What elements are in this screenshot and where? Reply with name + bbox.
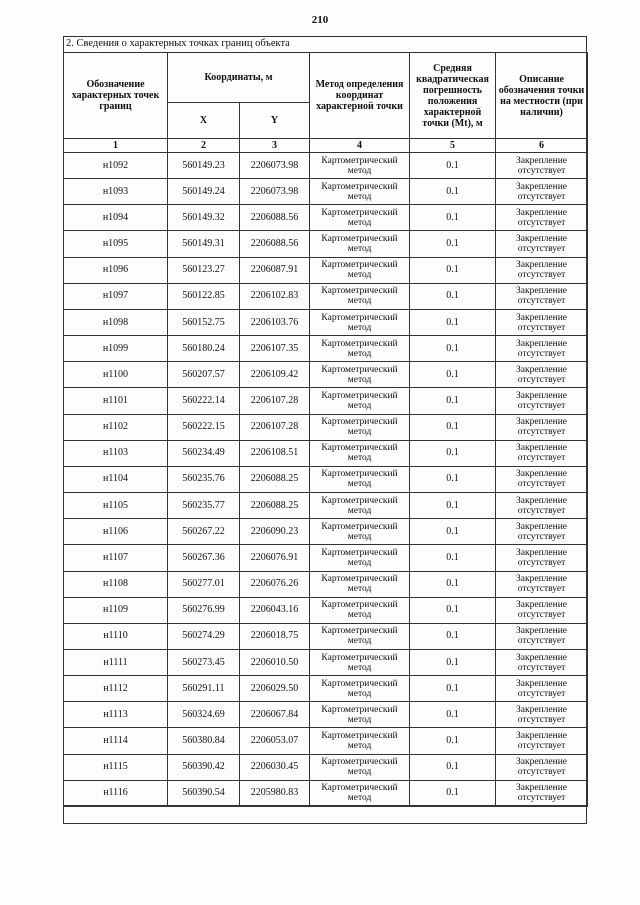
- coordinate-y-cell: 2206102.83: [240, 283, 310, 309]
- description-cell: Закрепление отсутствует: [496, 702, 588, 728]
- coordinate-x-cell: 560274.29: [168, 623, 240, 649]
- description-cell: Закрепление отсутствует: [496, 153, 588, 179]
- error-cell: 0.1: [410, 231, 496, 257]
- coordinate-y-cell: 2206053.07: [240, 728, 310, 754]
- coordinate-y-cell: 2206108.51: [240, 440, 310, 466]
- method-cell: Картометрический метод: [310, 414, 410, 440]
- table-body: [64, 153, 588, 807]
- table-row: [64, 649, 588, 675]
- description-cell: Закрепление отсутствует: [496, 440, 588, 466]
- point-designation-cell: н1110: [64, 623, 168, 649]
- column-number: 5: [410, 139, 496, 153]
- error-cell: 0.1: [410, 283, 496, 309]
- coordinate-y-cell: 2206088.25: [240, 466, 310, 492]
- method-cell: Картометрический метод: [310, 597, 410, 623]
- header-method: Метод определения координат характерной точки: [310, 53, 410, 139]
- table-row: [64, 623, 588, 649]
- point-designation-cell: н1102: [64, 414, 168, 440]
- coordinate-y-cell: 2206088.25: [240, 493, 310, 519]
- header-x: X: [168, 103, 240, 139]
- error-cell: 0.1: [410, 571, 496, 597]
- coordinate-x-cell: 560267.22: [168, 519, 240, 545]
- coordinate-x-cell: 560222.14: [168, 388, 240, 414]
- error-cell: 0.1: [410, 257, 496, 283]
- error-cell: 0.1: [410, 414, 496, 440]
- coordinate-x-cell: 560149.31: [168, 231, 240, 257]
- method-cell: Картометрический метод: [310, 545, 410, 571]
- coordinate-y-cell: 2206088.56: [240, 205, 310, 231]
- method-cell: Картометрический метод: [310, 336, 410, 362]
- error-cell: 0.1: [410, 440, 496, 466]
- column-number: 4: [310, 139, 410, 153]
- error-cell: 0.1: [410, 597, 496, 623]
- method-cell: Картометрический метод: [310, 440, 410, 466]
- header-y: Y: [240, 103, 310, 139]
- coordinate-x-cell: 560122.85: [168, 283, 240, 309]
- coordinate-x-cell: 560291.11: [168, 676, 240, 702]
- coordinate-x-cell: 560180.24: [168, 336, 240, 362]
- method-cell: Картометрический метод: [310, 519, 410, 545]
- column-number: 1: [64, 139, 168, 153]
- coordinate-y-cell: 2206090.23: [240, 519, 310, 545]
- point-designation-cell: н1107: [64, 545, 168, 571]
- coordinate-y-cell: 2206030.45: [240, 754, 310, 780]
- table-row: [64, 309, 588, 335]
- coordinate-x-cell: 560149.32: [168, 205, 240, 231]
- method-cell: Картометрический метод: [310, 388, 410, 414]
- method-cell: Картометрический метод: [310, 676, 410, 702]
- header-error: Средняя квадратическая погрешность положения характерной точки (Mt), м: [410, 53, 496, 139]
- method-cell: Картометрический метод: [310, 649, 410, 675]
- coordinate-x-cell: 560380.84: [168, 728, 240, 754]
- header-coordinates: Координаты, м: [168, 53, 310, 103]
- coordinate-x-cell: 560390.54: [168, 780, 240, 806]
- point-designation-cell: н1094: [64, 205, 168, 231]
- table-row: [64, 728, 588, 754]
- point-designation-cell: н1097: [64, 283, 168, 309]
- table-row: [64, 676, 588, 702]
- error-cell: 0.1: [410, 388, 496, 414]
- coordinate-y-cell: 2206076.91: [240, 545, 310, 571]
- error-cell: 0.1: [410, 205, 496, 231]
- table-row: [64, 754, 588, 780]
- description-cell: Закрепление отсутствует: [496, 414, 588, 440]
- table-row: [64, 179, 588, 205]
- method-cell: Картометрический метод: [310, 362, 410, 388]
- table-row: [64, 336, 588, 362]
- method-cell: Картометрический метод: [310, 728, 410, 754]
- description-cell: Закрепление отсутствует: [496, 649, 588, 675]
- coordinate-y-cell: 2206076.26: [240, 571, 310, 597]
- method-cell: Картометрический метод: [310, 466, 410, 492]
- method-cell: Картометрический метод: [310, 179, 410, 205]
- description-cell: Закрепление отсутствует: [496, 623, 588, 649]
- page-number: 210: [311, 14, 329, 26]
- error-cell: 0.1: [410, 728, 496, 754]
- coordinate-x-cell: 560324.69: [168, 702, 240, 728]
- description-cell: Закрепление отсутствует: [496, 754, 588, 780]
- coordinate-x-cell: 560235.77: [168, 493, 240, 519]
- table-row: [64, 702, 588, 728]
- point-designation-cell: н1105: [64, 493, 168, 519]
- error-cell: 0.1: [410, 336, 496, 362]
- table-row: [64, 440, 588, 466]
- table-row: [64, 571, 588, 597]
- error-cell: 0.1: [410, 362, 496, 388]
- coordinate-x-cell: 560276.99: [168, 597, 240, 623]
- point-designation-cell: н1098: [64, 309, 168, 335]
- section-title: 2. Сведения о характерных точках границ объекта: [66, 38, 290, 49]
- coordinate-y-cell: 2206018.75: [240, 623, 310, 649]
- method-cell: Картометрический метод: [310, 493, 410, 519]
- table-row: [64, 466, 588, 492]
- boundary-points-table: [63, 52, 588, 807]
- point-designation-cell: н1093: [64, 179, 168, 205]
- method-cell: Картометрический метод: [310, 309, 410, 335]
- coordinate-y-cell: 2205980.83: [240, 780, 310, 806]
- error-cell: 0.1: [410, 493, 496, 519]
- point-designation-cell: н1112: [64, 676, 168, 702]
- header-description: Описание обозначения точки на местности (при наличии): [496, 53, 588, 139]
- method-cell: Картометрический метод: [310, 153, 410, 179]
- point-designation-cell: н1113: [64, 702, 168, 728]
- header-designation: Обозначение характерных точек границ: [64, 53, 168, 139]
- error-cell: 0.1: [410, 649, 496, 675]
- coordinate-x-cell: 560273.45: [168, 649, 240, 675]
- coordinate-x-cell: 560234.49: [168, 440, 240, 466]
- coordinate-y-cell: 2206087.91: [240, 257, 310, 283]
- table-row: [64, 493, 588, 519]
- coordinate-y-cell: 2206103.76: [240, 309, 310, 335]
- method-cell: Картометрический метод: [310, 283, 410, 309]
- error-cell: 0.1: [410, 519, 496, 545]
- table-row: [64, 519, 588, 545]
- description-cell: Закрепление отсутствует: [496, 257, 588, 283]
- error-cell: 0.1: [410, 623, 496, 649]
- error-cell: 0.1: [410, 545, 496, 571]
- coordinate-y-cell: 2206073.98: [240, 153, 310, 179]
- description-cell: Закрепление отсутствует: [496, 179, 588, 205]
- method-cell: Картометрический метод: [310, 231, 410, 257]
- table-row: [64, 545, 588, 571]
- error-cell: 0.1: [410, 676, 496, 702]
- description-cell: Закрепление отсутствует: [496, 205, 588, 231]
- table-row: [64, 780, 588, 806]
- point-designation-cell: н1109: [64, 597, 168, 623]
- description-cell: Закрепление отсутствует: [496, 519, 588, 545]
- coordinate-x-cell: 560149.24: [168, 179, 240, 205]
- coordinate-x-cell: 560277.01: [168, 571, 240, 597]
- description-cell: Закрепление отсутствует: [496, 309, 588, 335]
- error-cell: 0.1: [410, 754, 496, 780]
- table-row: [64, 205, 588, 231]
- point-designation-cell: н1100: [64, 362, 168, 388]
- table-row: [64, 153, 588, 179]
- column-number: 2: [168, 139, 240, 153]
- coordinate-x-cell: 560235.76: [168, 466, 240, 492]
- coordinate-y-cell: 2206109.42: [240, 362, 310, 388]
- coordinate-y-cell: 2206088.56: [240, 231, 310, 257]
- coordinate-y-cell: 2206043.16: [240, 597, 310, 623]
- description-cell: Закрепление отсутствует: [496, 571, 588, 597]
- error-cell: 0.1: [410, 466, 496, 492]
- description-cell: Закрепление отсутствует: [496, 362, 588, 388]
- coordinate-x-cell: 560207.57: [168, 362, 240, 388]
- point-designation-cell: н1108: [64, 571, 168, 597]
- table-row: [64, 231, 588, 257]
- method-cell: Картометрический метод: [310, 780, 410, 806]
- coordinate-y-cell: 2206029.50: [240, 676, 310, 702]
- table-bottom-divider: [63, 805, 587, 806]
- coordinate-y-cell: 2206073.98: [240, 179, 310, 205]
- error-cell: 0.1: [410, 179, 496, 205]
- method-cell: Картометрический метод: [310, 205, 410, 231]
- description-cell: Закрепление отсутствует: [496, 283, 588, 309]
- description-cell: Закрепление отсутствует: [496, 728, 588, 754]
- table-row: [64, 257, 588, 283]
- description-cell: Закрепление отсутствует: [496, 466, 588, 492]
- point-designation-cell: н1095: [64, 231, 168, 257]
- coordinate-x-cell: 560123.27: [168, 257, 240, 283]
- table-row: [64, 414, 588, 440]
- coordinate-x-cell: 560390.42: [168, 754, 240, 780]
- coordinate-y-cell: 2206010.50: [240, 649, 310, 675]
- method-cell: Картометрический метод: [310, 754, 410, 780]
- coordinate-x-cell: 560152.75: [168, 309, 240, 335]
- coordinate-y-cell: 2206107.28: [240, 414, 310, 440]
- description-cell: Закрепление отсутствует: [496, 676, 588, 702]
- error-cell: 0.1: [410, 780, 496, 806]
- coordinate-y-cell: 2206067.84: [240, 702, 310, 728]
- table-row: [64, 283, 588, 309]
- method-cell: Картометрический метод: [310, 257, 410, 283]
- coordinate-x-cell: 560222.15: [168, 414, 240, 440]
- point-designation-cell: н1096: [64, 257, 168, 283]
- method-cell: Картометрический метод: [310, 571, 410, 597]
- point-designation-cell: н1116: [64, 780, 168, 806]
- method-cell: Картометрический метод: [310, 702, 410, 728]
- description-cell: Закрепление отсутствует: [496, 493, 588, 519]
- coordinate-x-cell: 560149.23: [168, 153, 240, 179]
- table-row: [64, 388, 588, 414]
- description-cell: Закрепление отсутствует: [496, 545, 588, 571]
- column-number: 6: [496, 139, 588, 153]
- description-cell: Закрепление отсутствует: [496, 597, 588, 623]
- description-cell: Закрепление отсутствует: [496, 388, 588, 414]
- description-cell: Закрепление отсутствует: [496, 231, 588, 257]
- point-designation-cell: н1103: [64, 440, 168, 466]
- column-number: 3: [240, 139, 310, 153]
- point-designation-cell: н1092: [64, 153, 168, 179]
- description-cell: Закрепление отсутствует: [496, 336, 588, 362]
- point-designation-cell: н1099: [64, 336, 168, 362]
- error-cell: 0.1: [410, 309, 496, 335]
- error-cell: 0.1: [410, 153, 496, 179]
- point-designation-cell: н1104: [64, 466, 168, 492]
- description-cell: Закрепление отсутствует: [496, 780, 588, 806]
- point-designation-cell: н1111: [64, 649, 168, 675]
- point-designation-cell: н1106: [64, 519, 168, 545]
- coordinate-x-cell: 560267.36: [168, 545, 240, 571]
- table-row: [64, 362, 588, 388]
- point-designation-cell: н1114: [64, 728, 168, 754]
- point-designation-cell: н1115: [64, 754, 168, 780]
- coordinate-y-cell: 2206107.35: [240, 336, 310, 362]
- point-designation-cell: н1101: [64, 388, 168, 414]
- method-cell: Картометрический метод: [310, 623, 410, 649]
- error-cell: 0.1: [410, 702, 496, 728]
- table-row: [64, 597, 588, 623]
- coordinate-y-cell: 2206107.28: [240, 388, 310, 414]
